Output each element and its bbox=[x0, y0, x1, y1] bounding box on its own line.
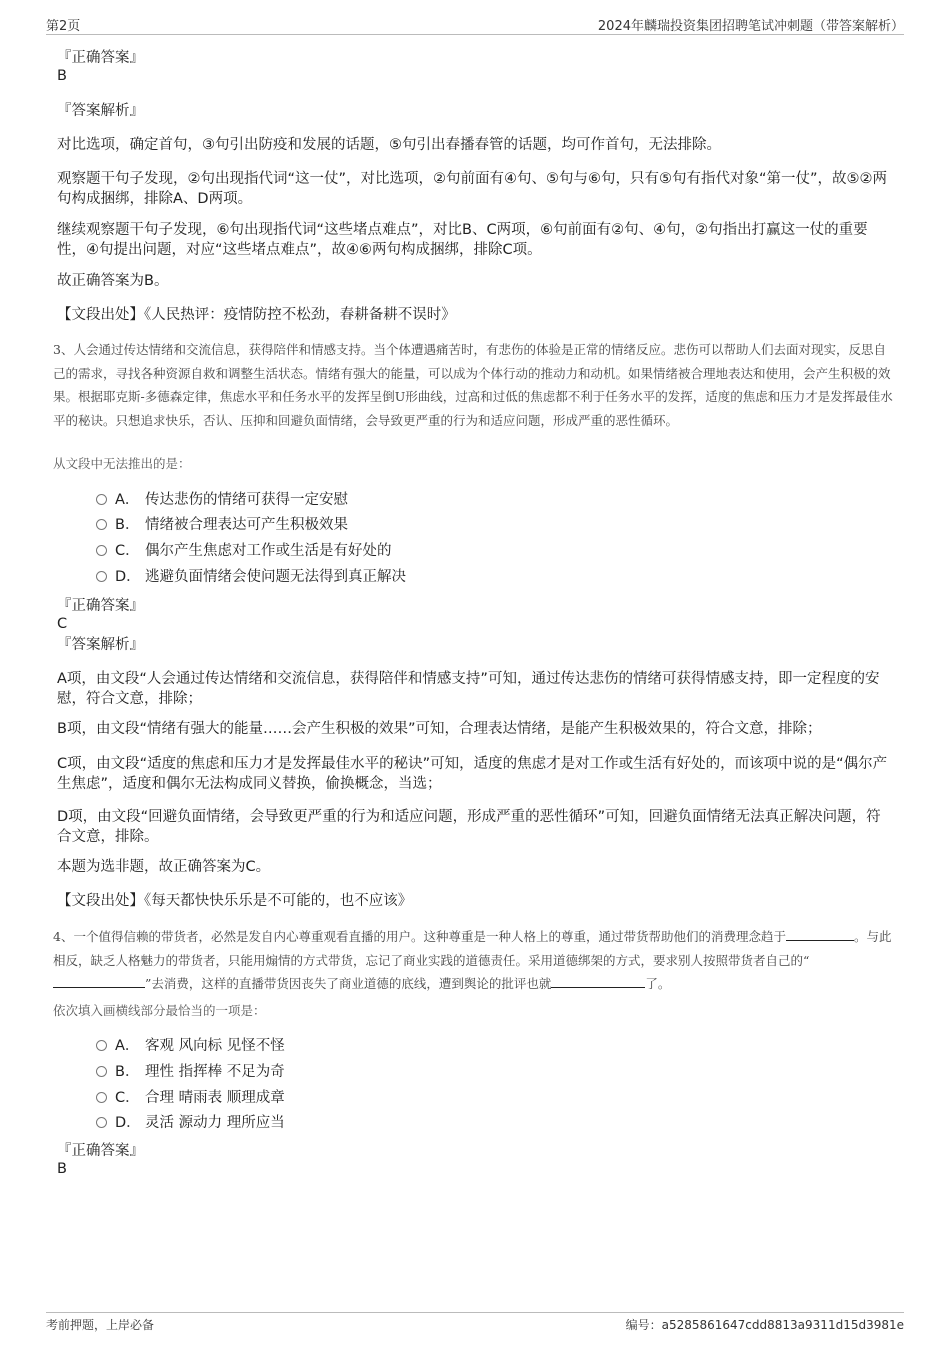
q3-analysis-para: A项，由文段“人会通过传达情绪和交流信息，获得陪伴和情感支持”可知，通过传达悲伤的情绪可获得情感支持，即一定程度的安慰，符合文意，排除； bbox=[57, 671, 880, 707]
option-key: A． bbox=[115, 1038, 140, 1054]
option-key: D． bbox=[115, 1115, 141, 1131]
q2-analysis-para: 故正确答案为B。 bbox=[57, 273, 169, 289]
fill-blank-1[interactable] bbox=[786, 928, 854, 941]
option-text: 逃避负面情绪会使问题无法得到真正解决 bbox=[145, 569, 406, 585]
q2-analysis-para: 继续观察题干句子发现，⑥句出现指代词“这些堵点难点”，对比B、C两项，⑥句前面有②句、④句，②句指出打赢这一仗的重要性，④句提出问题，对应“这些堵点难点”，故④⑥两句构成捆绑，排除C项。 bbox=[57, 222, 868, 258]
q2-analysis-label: 『答案解析』 bbox=[57, 103, 144, 119]
option-text: 情绪被合理表达可产生积极效果 bbox=[145, 517, 348, 533]
q3-option-d[interactable] bbox=[96, 567, 406, 587]
q3-analysis-label: 『答案解析』 bbox=[57, 637, 144, 653]
q3-stem: 3、人会通过传达情绪和交流信息，获得陪伴和情感支持。当个体遭遇痛苦时，有悲伤的体验是正常的情绪反应。悲伤可以帮助人们去面对现实，反思自己的需求，寻找各种资源自救和调整生活状态。情绪有强大的能量，可以成为个体行动的推动力和动机。如果情绪被合理地表达和使用，会产生积极的效果。根据耶克斯-多德森定律，焦虑水平和任务水平的发挥呈倒U形曲线，过高和过低的焦虑都不利于任务水平的发挥，适度的焦虑和压力才是发挥最佳水平的秘诀。只想追求快乐，否认、压抑和回避负面情绪，会导致更严重的行为和适应问题，形成严重的恶性循环。 bbox=[53, 342, 893, 428]
q3-analysis-para: 本题为选非题，故正确答案为C。 bbox=[57, 859, 271, 875]
q3-option-c[interactable] bbox=[96, 541, 392, 561]
code-label: 编号： bbox=[625, 1318, 662, 1332]
q4-option-a[interactable] bbox=[96, 1036, 285, 1056]
option-key: C． bbox=[115, 1090, 140, 1106]
q4-answer: B bbox=[57, 1161, 67, 1177]
radio-icon[interactable] bbox=[96, 545, 107, 556]
document-code bbox=[626, 1316, 904, 1333]
q3-source bbox=[57, 891, 893, 911]
q2-source-label: 【文段出处】 bbox=[57, 307, 144, 323]
option-text: 灵活 源动力 理所应当 bbox=[145, 1115, 285, 1131]
q4-prompt: 依次填入画横线部分最恰当的一项是： bbox=[53, 1003, 266, 1018]
radio-icon[interactable] bbox=[96, 1117, 107, 1128]
q3-answer-label: 『正确答案』 bbox=[57, 598, 144, 614]
q2-source bbox=[57, 305, 893, 325]
radio-icon[interactable] bbox=[96, 519, 107, 530]
option-text: 传达悲伤的情绪可获得一定安慰 bbox=[145, 492, 348, 508]
q4-stem-part: ”去消费，这样的直播带货因丧失了商业道德的底线，遭到舆论的批评也就 bbox=[145, 976, 552, 991]
footer-slogan: 考前押题，上岸必备 bbox=[46, 1318, 155, 1332]
q4-stem-part: 。与此相反，缺乏人格魅力的带货者，只能用煽情的方式带货，忘记了商业实践的道德责任。采用道德绑架的方式，要求别人按照带货者自己的“ bbox=[53, 929, 892, 968]
option-text: 偶尔产生焦虑对工作或生活是有好处的 bbox=[145, 543, 392, 559]
q4-stem bbox=[53, 925, 898, 996]
q2-analysis-para: 对比选项，确定首句，③句引出防疫和发展的话题，⑤句引出春播春管的话题，均可作首句，无法排除。 bbox=[57, 137, 721, 153]
q3-analysis-para: C项，由文段“适度的焦虑和压力才是发挥最佳水平的秘诀”可知，适度的焦虑才是对工作或生活有好处的，而该项中说的是“偶尔产生焦虑”，适度和偶尔无法构成同义替换，偷换概念，当选； bbox=[57, 756, 888, 792]
radio-icon[interactable] bbox=[96, 1092, 107, 1103]
option-text: 合理 晴雨表 顺理成章 bbox=[145, 1090, 285, 1106]
q3-option-a[interactable] bbox=[96, 490, 348, 510]
option-text: 理性 指挥棒 不足为奇 bbox=[145, 1064, 285, 1080]
code-value: a5285861647cdd8813a9311d15d3981e bbox=[661, 1318, 904, 1332]
page-header bbox=[46, 12, 904, 35]
q3-analysis-para: D项，由文段“回避负面情绪，会导致更严重的行为和适应问题，形成严重的恶性循环”可知，回避负面情绪无法真正解决问题，符合文意，排除。 bbox=[57, 809, 881, 845]
q3-analysis-para: B项，由文段“情绪有强大的能量……会产生积极的效果”可知，合理表达情绪，是能产生积极效果的，符合文意，排除； bbox=[57, 721, 822, 737]
q2-answer: B bbox=[57, 68, 67, 84]
q2-answer-label: 『正确答案』 bbox=[57, 50, 144, 66]
q4-option-d[interactable] bbox=[96, 1113, 285, 1133]
q3-answer: C bbox=[57, 616, 68, 632]
radio-icon[interactable] bbox=[96, 1040, 107, 1051]
radio-icon[interactable] bbox=[96, 494, 107, 505]
option-key: B． bbox=[115, 1064, 140, 1080]
radio-icon[interactable] bbox=[96, 571, 107, 582]
page-number: 第2页 bbox=[46, 19, 81, 34]
option-key: B． bbox=[115, 517, 140, 533]
q3-option-b[interactable] bbox=[96, 515, 348, 535]
fill-blank-2[interactable] bbox=[53, 975, 145, 988]
q2-analysis-para: 观察题干句子发现，②句出现指代词“这一仗”，对比选项，②句前面有④句、⑤句与⑥句，只有⑤句有指代对象“第一仗”，故⑤②两句构成捆绑，排除A、D两项。 bbox=[57, 171, 888, 207]
q3-source-title: 《每天都快快乐乐是不可能的，也不应该》 bbox=[144, 893, 413, 909]
q3-prompt: 从文段中无法推出的是： bbox=[53, 456, 191, 471]
option-key: C． bbox=[115, 543, 140, 559]
document-title: 2024年麟瑞投资集团招聘笔试冲刺题（带答案解析） bbox=[597, 19, 904, 34]
page-footer bbox=[46, 1312, 904, 1332]
option-text: 客观 风向标 见怪不怪 bbox=[145, 1038, 285, 1054]
q4-option-b[interactable] bbox=[96, 1062, 285, 1082]
radio-icon[interactable] bbox=[96, 1066, 107, 1077]
fill-blank-3[interactable] bbox=[551, 975, 645, 988]
option-key: A． bbox=[115, 492, 140, 508]
q2-source-title: 《人民热评：疫情防控不松劲，春耕备耕不误时》 bbox=[144, 307, 456, 323]
q4-stem-part: 了。 bbox=[645, 976, 671, 991]
q4-option-c[interactable] bbox=[96, 1088, 285, 1108]
q4-stem-part: 4、一个值得信赖的带货者，必然是发自内心尊重观看直播的用户。这种尊重是一种人格上的尊重，通过带货帮助他们的消费理念趋于 bbox=[53, 929, 786, 944]
q4-answer-label: 『正确答案』 bbox=[57, 1143, 144, 1159]
option-key: D． bbox=[115, 569, 141, 585]
q3-source-label: 【文段出处】 bbox=[57, 893, 144, 909]
